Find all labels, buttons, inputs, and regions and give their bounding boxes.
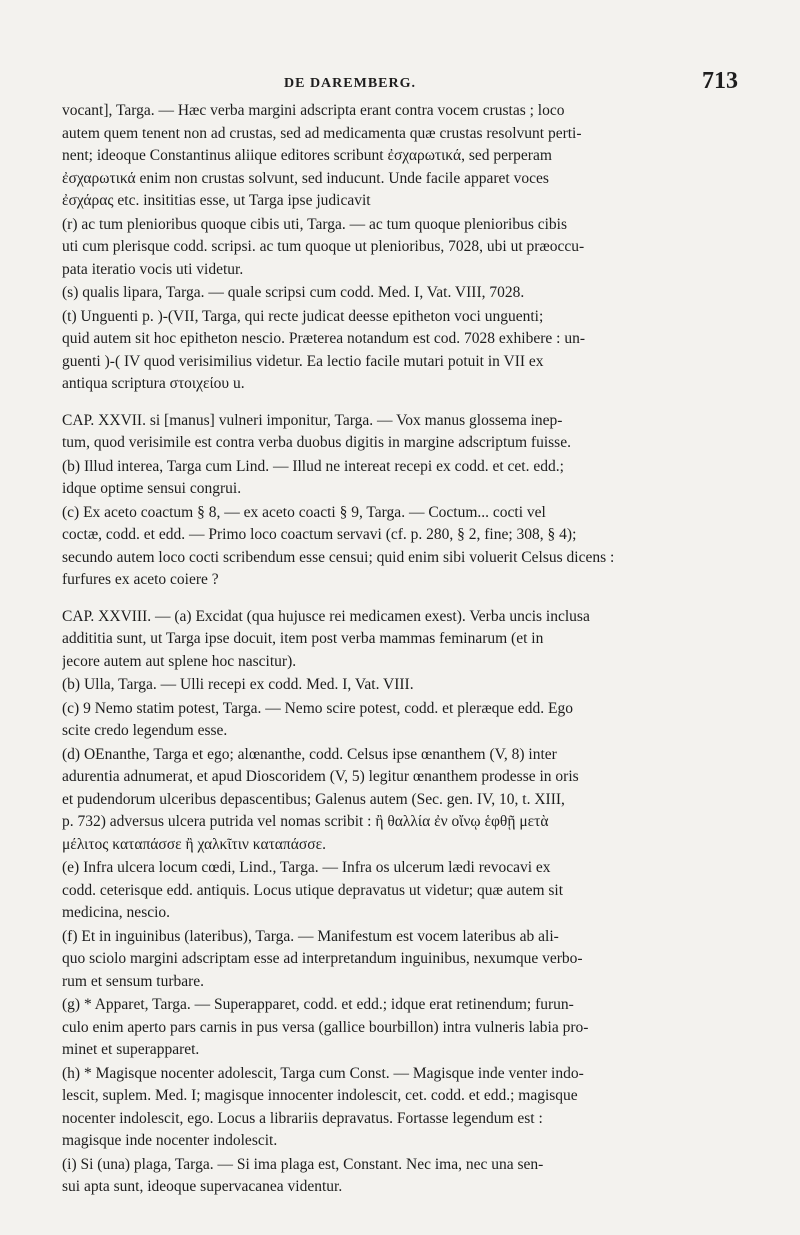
text-line: rum et sensum turbare.: [62, 972, 205, 990]
note-paragraph: [62, 282, 738, 305]
text-line: addititia sunt, ut Targa ipse docuit, item post verba mammas feminarum (et in: [62, 630, 544, 647]
text-line: nent; ideoque Constantinus aliique editores scribunt ἐσχαρωτικά, sed perperam: [62, 147, 552, 164]
text-line: lescit, suplem. Med. I; magisque innocenter indolescit, cet. codd. et edd.; magisque: [62, 1087, 578, 1104]
text-line: ἐσχαρωτικά enim non crustas solvunt, sed inducunt. Unde facile apparet voces: [62, 169, 549, 187]
note-paragraph: [62, 926, 738, 994]
text-line: ἐσχάρας etc. insititias esse, ut Targa ipse judicavit: [62, 192, 371, 209]
text-line: medicina, nescio.: [62, 904, 171, 921]
text-line: et pudendorum ulceribus depascentibus; Galenus autem (Sec. gen. IV, 10, t. XIII,: [62, 790, 565, 808]
text-line: scite credo legendum esse.: [62, 722, 228, 739]
text-line: (c) 9 Nemo statim potest, Targa. — Nemo scire potest, codd. et pleræque edd. Ego: [62, 699, 574, 717]
note-paragraph: [62, 857, 738, 925]
page-number: 713: [702, 68, 738, 94]
text-line: adurentia adnumerat, et apud Dioscoridem (V, 5) legitur œnanthem prodesse in oris: [62, 768, 579, 785]
text-line: minet et superapparet.: [62, 1041, 200, 1058]
note-paragraph: [62, 606, 738, 674]
note-paragraph: [62, 698, 738, 743]
text-line: quo sciolo margini adscriptam esse ad interpretandum inguinibus, nexumque verbo-: [62, 950, 583, 967]
text-line: (s) qualis lipara, Targa. — quale scripsi cum codd. Med. I, Vat. VIII, 7028.: [62, 284, 525, 301]
text-line: (h) * Magisque nocenter adolescit, Targa cum Const. — Magisque inde venter indo-: [62, 1064, 584, 1082]
text-line: (g) * Apparet, Targa. — Superapparet, codd. et edd.; idque erat retinendum; furun-: [62, 996, 574, 1013]
note-paragraph: [62, 502, 738, 592]
running-title: DE DAREMBERG.: [284, 76, 417, 91]
text-line: (c) Ex aceto coactum § 8, — ex aceto coacti § 9, Targa. — Coctum... cocti vel: [62, 503, 546, 521]
text-line: (e) Infra ulcera locum cœdi, Lind., Targa. — Infra os ulcerum lædi revocavi ex: [62, 859, 551, 876]
text-line: autem quem tenent non ad crustas, sed ad medicamenta quæ crustas resolvunt perti-: [62, 124, 582, 142]
text-line: sui apta sunt, ideoque supervacanea videntur.: [62, 1178, 343, 1195]
text-line: idque optime sensui congrui.: [62, 480, 242, 497]
text-line: magisque inde nocenter indolescit.: [62, 1132, 278, 1149]
text-line: pata iteratio vocis uti videtur.: [62, 260, 244, 278]
text-line: coctæ, codd. et edd. — Primo loco coactum servavi (cf. p. 280, § 2, fine; 308, § 4);: [62, 526, 577, 543]
text-line: (r) ac tum plenioribus quoque cibis uti, Targa. — ac tum quoque plenioribus cibis: [62, 215, 568, 233]
text-line: culo enim aperto pars carnis in pus versa (gallice bourbillon) intra vulneris labia pro-: [62, 1018, 589, 1036]
text-line: μέλιτος καταπάσσε ἢ χαλκῖτιν καταπάσσε.: [62, 835, 326, 853]
text-line: (f) Et in inguinibus (lateribus), Targa. — Manifestum est vocem lateribus ab ali-: [62, 927, 559, 945]
text-line: (d) OEnanthe, Targa et ego; alœnanthe, codd. Celsus ipse œnanthem (V, 8) inter: [62, 745, 557, 763]
text-line: guenti )-( IV quod verisimilius videtur. Ea lectio facile mutari potuit in VII ex: [62, 352, 544, 370]
text-line: (t) Unguenti p. )-(VII, Targa, qui recte judicat deesse epitheton voci unguenti;: [62, 307, 544, 325]
text-line: vocant], Targa. — Hæc verba margini adscripta erant contra vocem crustas ; loco: [62, 102, 565, 119]
text-line: CAP. XXVIII. — (a) Excidat (qua hujusce rei medicamen exest). Verba uncis inclusa: [62, 607, 590, 625]
note-paragraph: [62, 744, 738, 857]
text-line: furfures ex aceto coiere ?: [62, 571, 219, 588]
text-line: (b) Ulla, Targa. — Ulli recepi ex codd. Med. I, Vat. VIII.: [62, 676, 414, 693]
page-header: [62, 68, 738, 102]
text-line: (b) Illud interea, Targa cum Lind. — Illud ne intereat recepi ex codd. et cet. edd.;: [62, 457, 564, 475]
note-paragraph: [62, 100, 738, 213]
text-line: secundo autem loco cocti scribendum esse censui; quid enim sibi voluerit Celsus dicens :: [62, 548, 615, 566]
text-line: p. 732) adversus ulcera putrida vel nomas scribit : ἢ θαλλία ἐν οἴνῳ ἑφθῇ μετὰ: [62, 813, 549, 830]
text-line: uti cum plerisque codd. scripsi. ac tum quoque ut plenioribus, 7028, ubi ut præoccu-: [62, 238, 585, 255]
text-line: antiqua scriptura στοιχείου u.: [62, 375, 245, 392]
note-paragraph: [62, 306, 738, 396]
text-line: nocenter indolescit, ego. Locus a librariis depravatus. Fortasse legendum est :: [62, 1109, 543, 1127]
note-paragraph: [62, 1063, 738, 1153]
text-line: codd. ceterisque edd. antiquis. Locus utique depravatus ut videtur; quæ autem sit: [62, 881, 564, 899]
note-paragraph: [62, 214, 738, 282]
text-line: quid autem sit hoc epitheton nescio. Præterea notandum est cod. 7028 exhibere : un-: [62, 330, 585, 347]
note-paragraph: [62, 674, 738, 697]
text-line: CAP. XXVII. si [manus] vulneri imponitur, Targa. — Vox manus glossema inep-: [62, 411, 563, 429]
body-text: [62, 100, 738, 1200]
text-line: tum, quod verisimile est contra verba duobus digitis in margine adscriptum fuisse.: [62, 434, 571, 451]
note-paragraph: [62, 410, 738, 455]
note-paragraph: [62, 994, 738, 1062]
note-paragraph: [62, 456, 738, 501]
text-line: jecore autem aut splene hoc nascitur).: [62, 652, 297, 670]
text-line: (i) Si (una) plaga, Targa. — Si ima plaga est, Constant. Nec ima, nec una sen-: [62, 1155, 544, 1173]
note-paragraph: [62, 1154, 738, 1199]
